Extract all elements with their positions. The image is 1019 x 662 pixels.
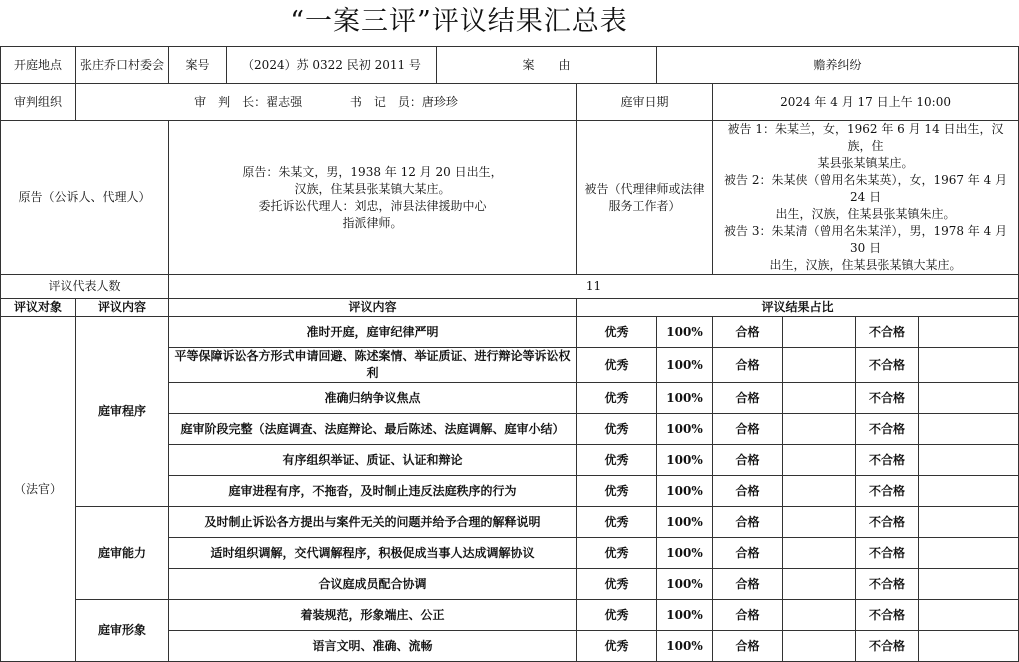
defendant-info xyxy=(713,121,1019,275)
pass-pct xyxy=(783,445,856,476)
pass-pct xyxy=(783,414,856,445)
reps-row xyxy=(1,275,1019,299)
pass-pct xyxy=(783,476,856,507)
fail-label: 不合格 xyxy=(856,569,919,600)
pass-label: 合格 xyxy=(713,383,783,414)
criteria-text: 有序组织举证、质证、认证和辩论 xyxy=(169,445,577,476)
pass-pct xyxy=(783,631,856,662)
col-items: 评议内容 xyxy=(169,299,577,317)
defendant-line: 被告 1：朱某兰，女，1962 年 6 月 14 日出生，汉族，住 xyxy=(727,122,1004,153)
excellent-label: 优秀 xyxy=(577,600,657,631)
document-title: “一案三评”评议结果汇总表 xyxy=(290,6,628,37)
pass-label: 合格 xyxy=(713,631,783,662)
defendant-line: 被告 3：朱某清（曾用名朱某洋），男，1978 年 4 月 30 日 xyxy=(724,224,1008,255)
criteria-row xyxy=(1,600,1019,631)
excellent-pct: 100% xyxy=(657,600,713,631)
excellent-pct: 100% xyxy=(657,317,713,348)
criteria-text: 及时制止诉讼各方提出与案件无关的问题并给予合理的解释说明 xyxy=(169,507,577,538)
fail-label: 不合格 xyxy=(856,631,919,662)
plaintiff-line: 原告：朱某文，男，1938 年 12 月 20 日出生， xyxy=(242,164,503,179)
pass-label: 合格 xyxy=(713,476,783,507)
reps-label: 评议代表人数 xyxy=(1,275,169,299)
column-header-row xyxy=(1,299,1019,317)
excellent-label: 优秀 xyxy=(577,631,657,662)
case-no-label: 案号 xyxy=(169,47,227,84)
fail-label: 不合格 xyxy=(856,538,919,569)
evaluation-table xyxy=(0,46,1019,662)
fail-label: 不合格 xyxy=(856,383,919,414)
panel-label: 审判组织 xyxy=(1,84,76,121)
group-name-cell: 庭审形象 xyxy=(76,600,169,662)
excellent-pct: 100% xyxy=(657,383,713,414)
date-value: 2024 年 4 月 17 日上午 10:00 xyxy=(713,84,1019,121)
criteria-row xyxy=(1,507,1019,538)
fail-pct xyxy=(919,600,1019,631)
pass-pct xyxy=(783,383,856,414)
excellent-label: 优秀 xyxy=(577,507,657,538)
pass-label: 合格 xyxy=(713,569,783,600)
header-row-1 xyxy=(1,47,1019,84)
fail-label: 不合格 xyxy=(856,507,919,538)
criteria-text: 着装规范，形象端庄、公正 xyxy=(169,600,577,631)
excellent-pct: 100% xyxy=(657,538,713,569)
criteria-text: 庭审阶段完整（法庭调查、法庭辩论、最后陈述、法庭调解、庭审小结） xyxy=(169,414,577,445)
pass-label: 合格 xyxy=(713,317,783,348)
col-ratio: 评议结果占比 xyxy=(577,299,1019,317)
fail-pct xyxy=(919,383,1019,414)
excellent-label: 优秀 xyxy=(577,414,657,445)
criteria-text: 适时组织调解，交代调解程序，积极促成当事人达成调解协议 xyxy=(169,538,577,569)
fail-pct xyxy=(919,507,1019,538)
criteria-text: 平等保障诉讼各方形式申请回避、陈述案情、举证质证、进行辩论等诉讼权利 xyxy=(169,348,577,383)
pass-label: 合格 xyxy=(713,538,783,569)
fail-label: 不合格 xyxy=(856,317,919,348)
col-content: 评议内容 xyxy=(76,299,169,317)
panel-members xyxy=(76,84,577,121)
fail-pct xyxy=(919,348,1019,383)
plaintiff-info xyxy=(169,121,577,275)
fail-label: 不合格 xyxy=(856,445,919,476)
criteria-text: 合议庭成员配合协调 xyxy=(169,569,577,600)
criteria-text: 准确归纳争议焦点 xyxy=(169,383,577,414)
plaintiff-label: 原告（公诉人、代理人） xyxy=(1,121,169,275)
criteria-text: 准时开庭，庭审纪律严明 xyxy=(169,317,577,348)
pass-pct xyxy=(783,600,856,631)
fail-pct xyxy=(919,569,1019,600)
defendant-line: 某县张某镇某庄。 xyxy=(817,156,914,170)
cause-label: 案 由 xyxy=(437,47,657,84)
fail-label: 不合格 xyxy=(856,476,919,507)
fail-label: 不合格 xyxy=(856,348,919,383)
plaintiff-line: 指派律师。 xyxy=(342,215,403,230)
pass-label: 合格 xyxy=(713,445,783,476)
pass-label: 合格 xyxy=(713,348,783,383)
fail-label: 不合格 xyxy=(856,414,919,445)
excellent-label: 优秀 xyxy=(577,538,657,569)
eval-object-cell: （法官） xyxy=(1,317,76,662)
court-clerk: 书 记 员：唐珍珍 xyxy=(349,94,458,109)
pass-label: 合格 xyxy=(713,507,783,538)
excellent-label: 优秀 xyxy=(577,348,657,383)
excellent-pct: 100% xyxy=(657,507,713,538)
excellent-label: 优秀 xyxy=(577,476,657,507)
excellent-label: 优秀 xyxy=(577,317,657,348)
excellent-pct: 100% xyxy=(657,631,713,662)
pass-pct xyxy=(783,569,856,600)
fail-pct xyxy=(919,317,1019,348)
excellent-label: 优秀 xyxy=(577,569,657,600)
excellent-pct: 100% xyxy=(657,414,713,445)
fail-pct xyxy=(919,414,1019,445)
fail-label: 不合格 xyxy=(856,600,919,631)
criteria-text: 庭审进程有序，不拖沓，及时制止违反法庭秩序的行为 xyxy=(169,476,577,507)
excellent-pct: 100% xyxy=(657,445,713,476)
fail-pct xyxy=(919,476,1019,507)
col-object: 评议对象 xyxy=(1,299,76,317)
defendant-line: 出生，汉族，住某县张某镇大某庄。 xyxy=(769,258,962,272)
criteria-body xyxy=(1,317,1019,662)
excellent-pct: 100% xyxy=(657,569,713,600)
criteria-text: 语言文明、准确、流畅 xyxy=(169,631,577,662)
presiding-judge: 审 判 长：翟志强 xyxy=(194,94,303,109)
reps-value: 11 xyxy=(169,275,1019,299)
header-row-2 xyxy=(1,84,1019,121)
pass-pct xyxy=(783,317,856,348)
fail-pct xyxy=(919,445,1019,476)
defendant-line: 被告 2：朱某侠（曾用名朱某英），女，1967 年 4 月 24 日 xyxy=(724,173,1008,204)
defendant-label: 被告（代理律师或法律服务工作者） xyxy=(577,121,713,275)
excellent-label: 优秀 xyxy=(577,445,657,476)
venue-label: 开庭地点 xyxy=(1,47,76,84)
group-name-cell: 庭审程序 xyxy=(76,317,169,507)
group-name-cell: 庭审能力 xyxy=(76,507,169,600)
criteria-row xyxy=(1,317,1019,348)
fail-pct xyxy=(919,631,1019,662)
plaintiff-line: 委托诉讼代理人：刘忠，沛县法律援助中心 xyxy=(258,198,487,213)
excellent-pct: 100% xyxy=(657,348,713,383)
defendant-line: 出生，汉族，住某县张某镇朱庄。 xyxy=(775,207,956,221)
case-no-value: （2024）苏 0322 民初 2011 号 xyxy=(227,47,437,84)
parties-row xyxy=(1,121,1019,275)
date-label: 庭审日期 xyxy=(577,84,713,121)
pass-pct xyxy=(783,538,856,569)
plaintiff-line: 汉族，住某县张某镇大某庄。 xyxy=(294,181,451,196)
pass-pct xyxy=(783,348,856,383)
pass-label: 合格 xyxy=(713,600,783,631)
pass-label: 合格 xyxy=(713,414,783,445)
fail-pct xyxy=(919,538,1019,569)
excellent-label: 优秀 xyxy=(577,383,657,414)
excellent-pct: 100% xyxy=(657,476,713,507)
cause-value: 赡养纠纷 xyxy=(657,47,1019,84)
pass-pct xyxy=(783,507,856,538)
venue-value: 张庄乔口村委会 xyxy=(76,47,169,84)
